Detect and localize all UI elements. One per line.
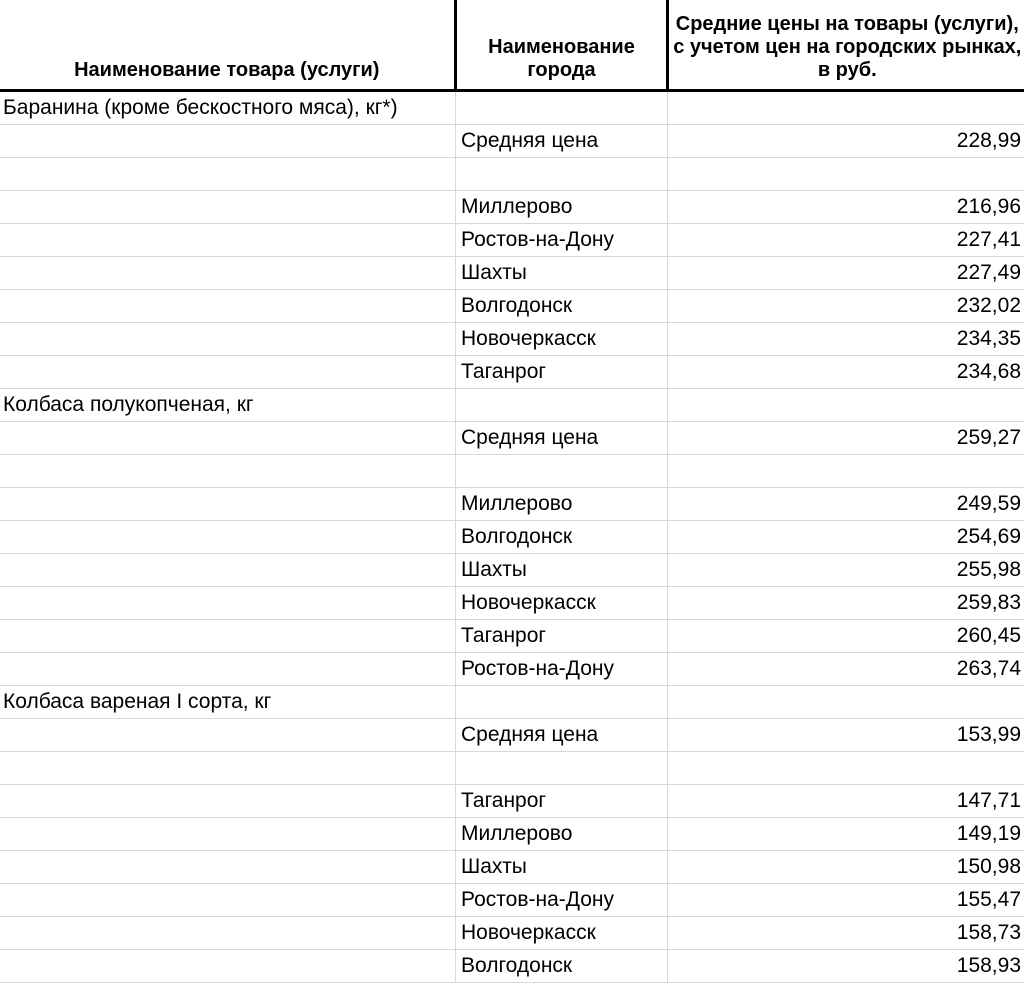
header-city[interactable]: Наименование города — [456, 0, 668, 91]
table-row — [0, 125, 1024, 158]
city-cell[interactable]: Таганрог — [456, 785, 668, 818]
price-cell[interactable] — [668, 91, 1024, 125]
city-cell[interactable] — [456, 752, 668, 785]
city-cell[interactable] — [456, 455, 668, 488]
price-cell[interactable]: 155,47 — [668, 884, 1024, 917]
table-row — [0, 455, 1024, 488]
price-cell[interactable]: 260,45 — [668, 620, 1024, 653]
product-cell[interactable] — [0, 125, 456, 158]
table-row — [0, 389, 1024, 422]
product-cell[interactable] — [0, 851, 456, 884]
table-row — [0, 884, 1024, 917]
table-row — [0, 554, 1024, 587]
product-cell[interactable] — [0, 488, 456, 521]
product-cell[interactable] — [0, 422, 456, 455]
product-cell[interactable] — [0, 950, 456, 983]
city-cell[interactable]: Ростов-на-Дону — [456, 884, 668, 917]
price-cell[interactable]: 147,71 — [668, 785, 1024, 818]
price-cell[interactable]: 263,74 — [668, 653, 1024, 686]
table-row — [0, 785, 1024, 818]
price-cell[interactable]: 234,68 — [668, 356, 1024, 389]
city-cell[interactable]: Шахты — [456, 554, 668, 587]
header-row — [0, 0, 1024, 91]
table-row — [0, 521, 1024, 554]
city-cell[interactable]: Ростов-на-Дону — [456, 653, 668, 686]
price-cell[interactable]: 150,98 — [668, 851, 1024, 884]
city-cell[interactable]: Средняя цена — [456, 125, 668, 158]
table-row — [0, 290, 1024, 323]
price-cell[interactable] — [668, 752, 1024, 785]
table-row — [0, 158, 1024, 191]
product-cell[interactable] — [0, 785, 456, 818]
table-row — [0, 91, 1024, 125]
table-row — [0, 686, 1024, 719]
table-row — [0, 719, 1024, 752]
price-cell[interactable]: 259,27 — [668, 422, 1024, 455]
city-cell[interactable]: Средняя цена — [456, 422, 668, 455]
price-cell[interactable]: 254,69 — [668, 521, 1024, 554]
product-cell[interactable] — [0, 587, 456, 620]
city-cell[interactable]: Средняя цена — [456, 719, 668, 752]
price-cell[interactable] — [668, 389, 1024, 422]
table-row — [0, 488, 1024, 521]
city-cell[interactable]: Миллерово — [456, 818, 668, 851]
price-cell[interactable]: 149,19 — [668, 818, 1024, 851]
table-row — [0, 587, 1024, 620]
price-cell[interactable]: 232,02 — [668, 290, 1024, 323]
product-cell[interactable]: Колбаса вареная I сорта, кг — [0, 686, 456, 719]
product-cell[interactable] — [0, 917, 456, 950]
table-row — [0, 257, 1024, 290]
product-cell[interactable] — [0, 818, 456, 851]
city-cell[interactable]: Шахты — [456, 851, 668, 884]
city-cell[interactable]: Новочеркасск — [456, 323, 668, 356]
city-cell[interactable]: Волгодонск — [456, 290, 668, 323]
price-cell[interactable] — [668, 158, 1024, 191]
city-cell[interactable]: Волгодонск — [456, 950, 668, 983]
price-cell[interactable]: 158,93 — [668, 950, 1024, 983]
product-cell[interactable] — [0, 653, 456, 686]
table-row — [0, 653, 1024, 686]
price-cell[interactable] — [668, 686, 1024, 719]
product-cell[interactable] — [0, 290, 456, 323]
price-cell[interactable]: 216,96 — [668, 191, 1024, 224]
product-cell[interactable] — [0, 884, 456, 917]
city-cell[interactable] — [456, 91, 668, 125]
city-cell[interactable]: Миллерово — [456, 191, 668, 224]
city-cell[interactable]: Новочеркасск — [456, 917, 668, 950]
product-cell[interactable] — [0, 158, 456, 191]
price-cell[interactable]: 228,99 — [668, 125, 1024, 158]
price-cell[interactable]: 259,83 — [668, 587, 1024, 620]
city-cell[interactable]: Волгодонск — [456, 521, 668, 554]
table-row — [0, 323, 1024, 356]
table-row — [0, 851, 1024, 884]
city-cell[interactable] — [456, 686, 668, 719]
product-cell[interactable]: Баранина (кроме бескостного мяса), кг*) — [0, 91, 456, 125]
table-row — [0, 917, 1024, 950]
table-header — [0, 0, 1024, 91]
product-cell[interactable] — [0, 455, 456, 488]
price-cell[interactable]: 227,41 — [668, 224, 1024, 257]
header-product[interactable]: Наименование товара (услуги) — [0, 0, 456, 91]
table-row — [0, 752, 1024, 785]
table-row — [0, 191, 1024, 224]
product-cell[interactable] — [0, 752, 456, 785]
product-cell[interactable] — [0, 356, 456, 389]
product-cell[interactable]: Колбаса полукопченая, кг — [0, 389, 456, 422]
city-cell[interactable]: Ростов-на-Дону — [456, 224, 668, 257]
table-row — [0, 620, 1024, 653]
price-cell[interactable]: 158,73 — [668, 917, 1024, 950]
product-cell[interactable] — [0, 620, 456, 653]
city-cell[interactable]: Миллерово — [456, 488, 668, 521]
table-row — [0, 422, 1024, 455]
product-cell[interactable] — [0, 521, 456, 554]
table-row — [0, 356, 1024, 389]
city-cell[interactable] — [456, 158, 668, 191]
city-cell[interactable]: Новочеркасск — [456, 587, 668, 620]
product-cell[interactable] — [0, 191, 456, 224]
header-price[interactable]: Средние цены на товары (услуги), с учетом цен на городских рынках, в руб. — [668, 0, 1024, 91]
table-body — [0, 91, 1024, 983]
product-cell[interactable] — [0, 257, 456, 290]
city-cell[interactable]: Таганрог — [456, 620, 668, 653]
price-cell[interactable]: 153,99 — [668, 719, 1024, 752]
price-cell[interactable]: 227,49 — [668, 257, 1024, 290]
price-cell[interactable]: 249,59 — [668, 488, 1024, 521]
product-cell[interactable] — [0, 323, 456, 356]
city-cell[interactable]: Таганрог — [456, 356, 668, 389]
city-cell[interactable] — [456, 389, 668, 422]
city-cell[interactable]: Шахты — [456, 257, 668, 290]
price-cell[interactable]: 234,35 — [668, 323, 1024, 356]
product-cell[interactable] — [0, 554, 456, 587]
product-cell[interactable] — [0, 719, 456, 752]
price-cell[interactable] — [668, 455, 1024, 488]
table-row — [0, 818, 1024, 851]
product-cell[interactable] — [0, 224, 456, 257]
table-row — [0, 224, 1024, 257]
price-cell[interactable]: 255,98 — [668, 554, 1024, 587]
table-row — [0, 950, 1024, 983]
